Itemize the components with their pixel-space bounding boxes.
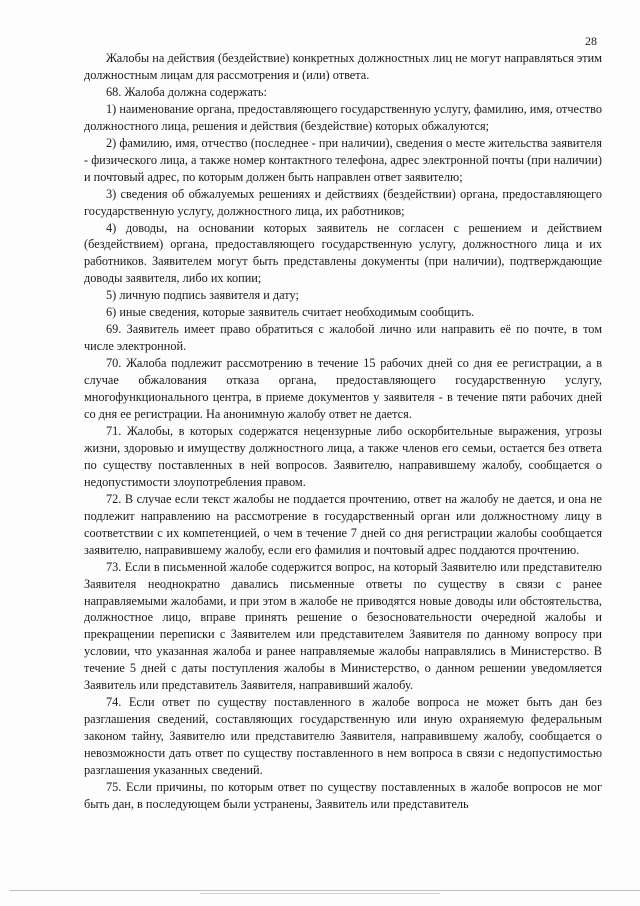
paragraph-70: 70. Жалоба подлежит рассмотрению в течение 15 рабочих дней со дня ее регистрации, а в случае обжалования отказа органа, предоставляющего государственную услугу, многофункционального центра, в приеме документов у заявителя - в течение пяти рабочих дней со дня ее регистрации. На анонимную жалобу ответ не дается. [84,356,602,422]
paragraph-68-4: 4) доводы, на основании которых заявитель не согласен с решением и действием (бездействием) органа, предоставляющего государственную услугу, должностного лица и их работников. Заявителем могут быть представлены документы (при наличии), подтверждающие доводы заявителя, либо их копии; [84,220,602,286]
paragraph-75: 75. Если причины, по которым ответ по существу поставленных в жалобе вопросов не мог быть дан, в последующем были устранены, Заявитель или представитель [84,779,602,811]
paragraph-73: 73. Если в письменной жалобе содержится вопрос, на который Заявителю или представителю Заявителя неоднократно давались письменные ответы по существу в связи с ранее направляемыми жалобами, и при этом в жалобе не приводятся новые доводы или обстоятельства, должностное лицо, вправе принять решение о безосновательности очередной жалобы и прекращении переписки с Заявителем или представителем Заявителя по данному вопросу при условии, что указанная жалоба и ранее направляемые жалобы направлялись в Министерство. В течение 5 дней с даты поступления жалобы в Министерство, о данном решении уведомляется Заявитель или представитель Заявителя, направивший жалобу. [84,559,602,693]
scan-edge-line [10,890,640,891]
scan-edge-line-secondary [200,893,440,894]
document-body [84,50,602,813]
paragraph-68-2: 2) фамилию, имя, отчество (последнее - при наличии), сведения о месте жительства заявителя - физического лица, а также номер контактного телефона, адрес электронной почты (при наличии) и почтовый адрес, по которым должен быть направлен ответ заявителю; [84,135,602,184]
paragraph-68-5: 5) личную подпись заявителя и дату; [106,288,299,303]
paragraph-71: 71. Жалобы, в которых содержатся нецензурные либо оскорбительные выражения, угрозы жизни, здоровью и имуществу должностного лица, а также членов его семьи, остается без ответа по существу поставленных в ней вопросов. Заявителю, направившему жалобу, сообщается о недопустимости злоупотребления правом. [84,423,602,489]
page-number: 28 [585,34,597,48]
paragraph-72: 72. В случае если текст жалобы не поддается прочтению, ответ на жалобу не дается, и она не подлежит направлению на рассмотрение в государственный орган или должностному лицу в соответствии с их компетенцией, о чем в течение 7 дней со дня регистрации жалобы сообщается заявителю, направившему жалобу, если его фамилия и почтовый адрес поддаются прочтению. [84,491,602,557]
paragraph-74: 74. Если ответ по существу поставленного в жалобе вопроса не может быть дан без разглашения сведений, составляющих государственную или иную охраняемую федеральным законом тайну, Заявителю или представителю Заявителя, направившему жалобу, сообщается о невозможности дать ответ по существу поставленного в нем вопроса в связи с недопустимостью разглашения указанных сведений. [84,695,602,778]
paragraph-68: 68. Жалоба должна содержать: [106,84,267,99]
paragraph-69: 69. Заявитель имеет право обратиться с жалобой лично или направить её по почте, в том числе электронной. [84,322,602,354]
paragraph-intro: Жалобы на действия (бездействие) конкретных должностных лиц не могут направляться этим должностным лицам для рассмотрения и (или) ответа. [84,51,602,82]
paragraph-68-6: 6) иные сведения, которые заявитель считает необходимым сообщить. [106,305,475,320]
paragraph-68-3: 3) сведения об обжалуемых решениях и действиях (бездействии) органа, предоставляющего государственную услугу, должностного лица, их работников; [84,186,602,218]
paragraph-68-1: 1) наименование органа, предоставляющего государственную услугу, фамилию, имя, отчество должностного лица, решения и действия (бездействие) которых обжалуются; [84,101,602,133]
